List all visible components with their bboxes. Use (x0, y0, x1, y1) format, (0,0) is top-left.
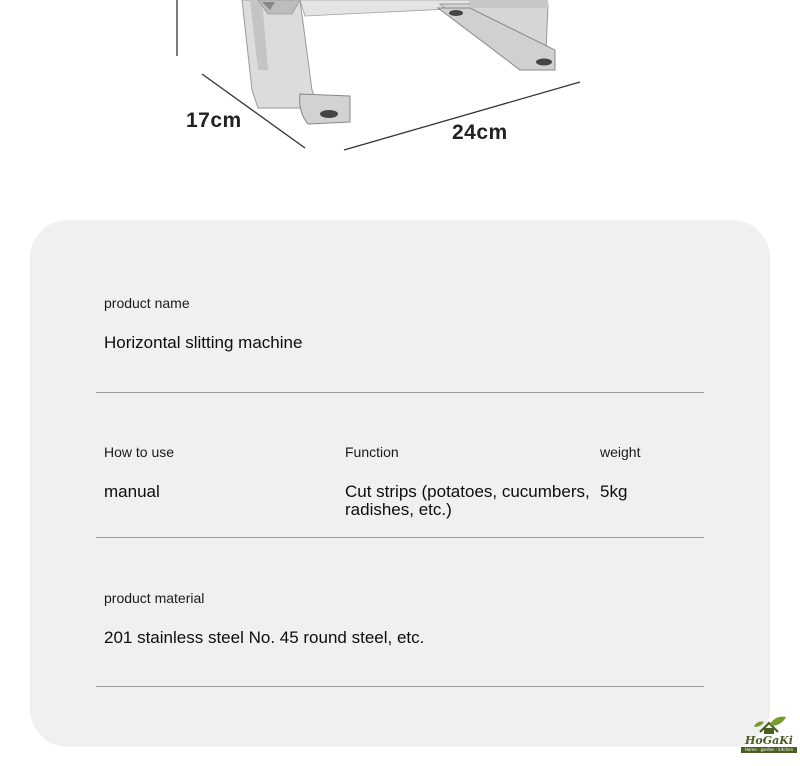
divider (96, 537, 704, 538)
how-to-use-label: How to use (104, 444, 175, 460)
how-to-use-value: manual (104, 482, 160, 501)
function-label: Function (345, 444, 399, 460)
product-name-label: product name (104, 295, 190, 311)
product-material-label: product material (104, 590, 205, 606)
brand-name: HoGaKi (745, 734, 793, 747)
house-leaf-icon (740, 714, 798, 736)
weight-value: 5kg (600, 482, 628, 501)
slicer-machine-drawing (0, 0, 800, 200)
depth-dimension-label: 17cm (186, 109, 242, 132)
divider (96, 686, 704, 687)
weight-label: weight (600, 444, 641, 460)
divider (96, 392, 704, 393)
product-dimension-illustration (0, 0, 800, 200)
product-name-value: Horizontal slitting machine (104, 333, 303, 352)
product-material-value: 201 stainless steel No. 45 round steel, etc. (104, 628, 425, 647)
brand-logo (740, 714, 798, 754)
width-dimension-label: 24cm (452, 121, 508, 144)
function-value: Cut strips (potatoes, cucumbers, radishes, etc.) (345, 482, 590, 519)
specifications-card (30, 220, 770, 747)
brand-tagline: Home · garden · kitchen (741, 747, 797, 753)
